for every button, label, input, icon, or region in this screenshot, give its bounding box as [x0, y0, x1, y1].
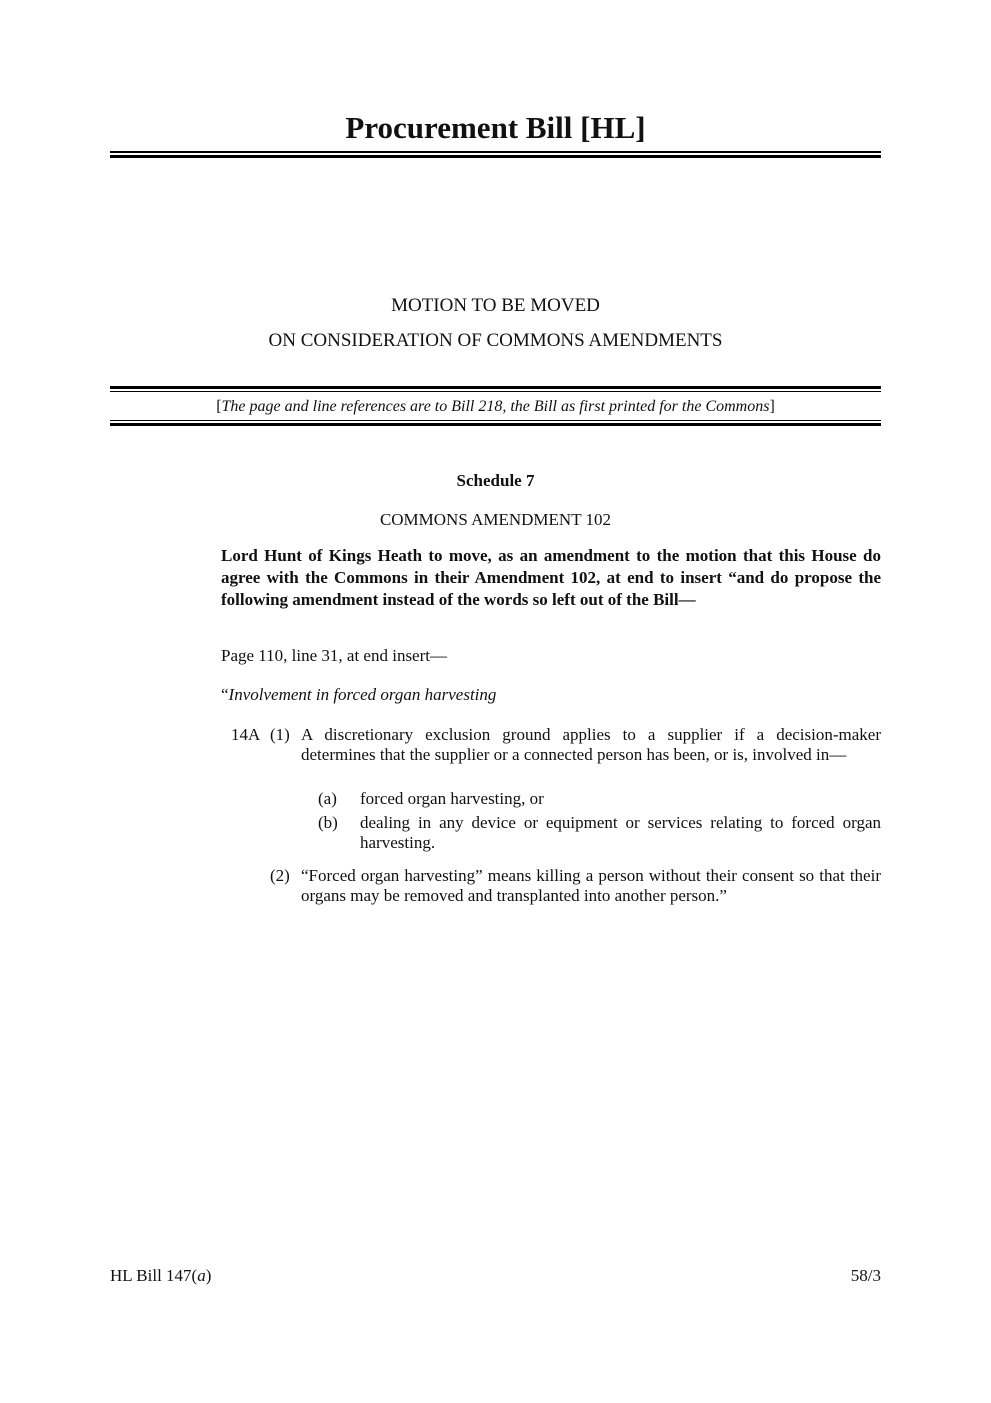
paragraph-b-letter: (b)	[318, 813, 338, 832]
paragraph-a-letter: (a)	[318, 789, 337, 808]
paragraph-a-text: forced organ harvesting, or	[360, 789, 544, 808]
title-rule-thick	[110, 155, 881, 158]
reference-note-text: The page and line references are to Bill 218, the Bill as first printed for the Commons	[221, 398, 770, 415]
bill-number-letter: a	[197, 1266, 206, 1285]
commons-amendment-title: COMMONS AMENDMENT 102	[379, 510, 612, 529]
bill-number-prefix: HL Bill 147(	[110, 1266, 198, 1285]
motion-line-2: ON CONSIDERATION OF COMMONS AMENDMENTS	[268, 330, 723, 351]
subsection-1-text: A discretionary exclusion ground applies to a supplier if a decision-maker determines that the supplier or a connected person has been, or is, involved in—	[301, 725, 881, 764]
reference-rule-top-thick	[110, 386, 881, 389]
clause-heading-text: Involvement in forced organ harvesting	[228, 685, 497, 704]
reference-rule-bottom-thin	[110, 420, 881, 421]
motion-line-1: MOTION TO BE MOVED	[391, 295, 600, 316]
amendment-mover-text: Lord Hunt of Kings Heath to move, as an amendment to the motion that this House do agree with the Commons in their Amendment 102, at end to insert “and do propose the following amendment instead of the words so left out of the Bill—	[221, 546, 881, 609]
title-rule-thin	[110, 151, 881, 153]
page-code: 58/3	[850, 1266, 881, 1285]
reference-rule-top-thin	[110, 391, 881, 392]
clause-number: 14A	[231, 725, 261, 744]
schedule-heading: Schedule 7	[456, 471, 535, 490]
subsection-number-2: (2)	[270, 866, 290, 885]
bill-title: Procurement Bill [HL]	[345, 110, 646, 145]
subsection-number-1: (1)	[270, 725, 290, 744]
bill-number	[110, 1265, 211, 1287]
bracket-close: ]	[769, 398, 775, 415]
clause-heading	[221, 684, 881, 706]
page-line-reference: Page 110, line 31, at end insert—	[221, 646, 447, 665]
bracket-open: [	[216, 398, 222, 415]
paragraph-b-text: dealing in any device or equipment or services relating to forced organ harvesting.	[360, 813, 881, 852]
subsection-2-text: “Forced organ harvesting” means killing a person without their consent so that their organs may be removed and transplanted into another person.”	[301, 866, 881, 905]
bill-number-suffix: )	[205, 1266, 212, 1285]
open-quote: “	[221, 685, 229, 704]
reference-rule-bottom-thick	[110, 423, 881, 426]
reference-note	[110, 396, 881, 418]
